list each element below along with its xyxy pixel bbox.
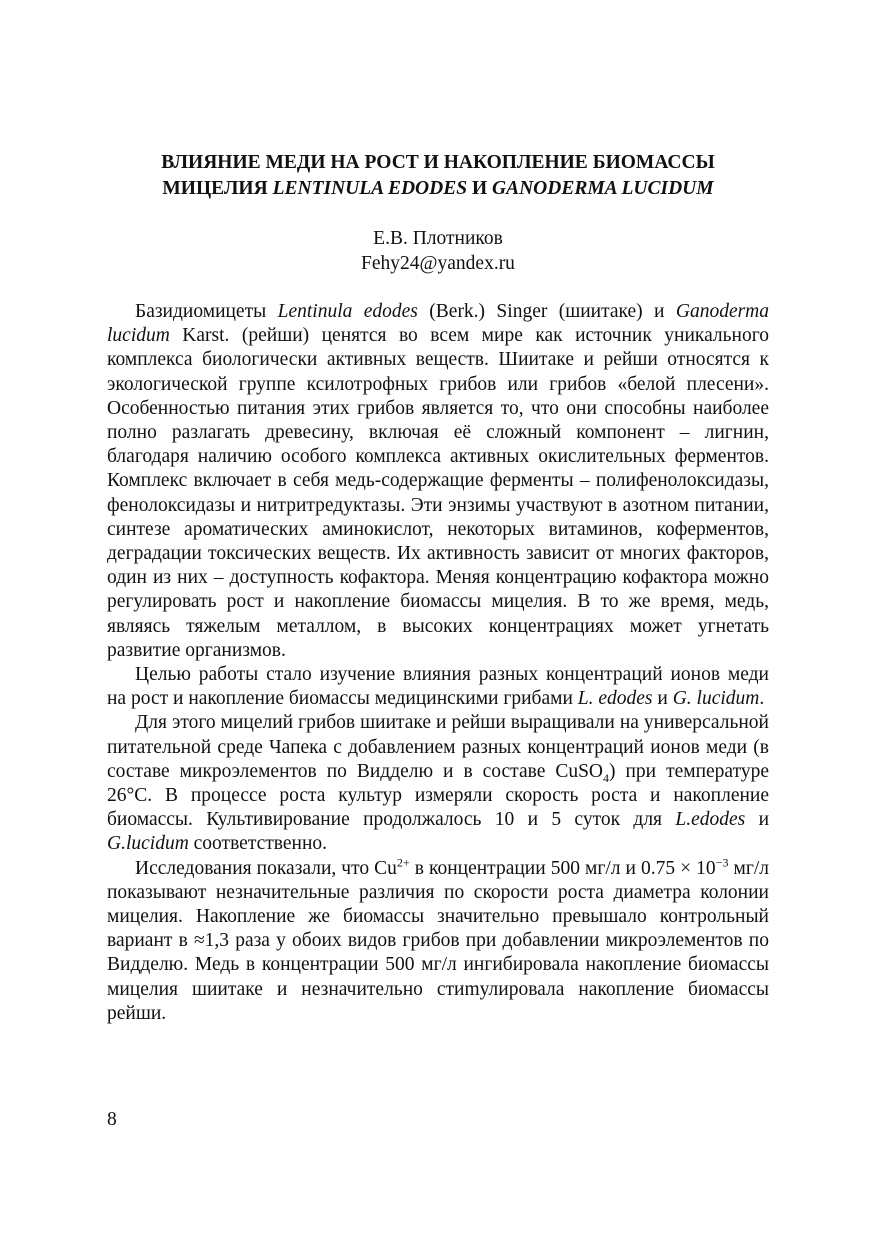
p4-text-a: Исследования показали, что Cu [135, 857, 397, 879]
p3-species-1: L.edodes [675, 809, 746, 831]
p2-text-a: Целью работы стало изучение влияния разных концентраций ионов меди на рост и накопление биомассы медицинскими грибами [107, 664, 769, 710]
title-species-2: GANODERMA LUCIDUM [491, 178, 714, 199]
p1-species-1: Lentinula edodes [277, 301, 418, 322]
p4-text-c: мг/л показывают незначительные различия по скорости роста диаметра колонии мицелия. Накопление же биомассы значительно превышало контрольный вариант в ≈1,3 раза у обоих видов грибов при добавлении микроэлементов по Видделю. Медь в концентрации 500 мг/л ингибировала накопление биомассы мицелия шиитаке и незначительно стиmулировала накопление биомассы рейши. [107, 857, 769, 1024]
p4-superscript-1: 2+ [396, 855, 410, 870]
p1-text-c: (Berk.) Singer (шиитаке) и [417, 301, 676, 322]
p3-subscript: 4 [603, 770, 610, 785]
p1-text-a: Базидиомицеты [135, 301, 278, 322]
p4-superscript-2: −3 [715, 855, 729, 870]
title-conjunction: И [467, 178, 492, 199]
title-prefix: МИЦЕЛИЯ [162, 178, 273, 199]
paragraph-3 [107, 711, 769, 856]
paragraph-4 [107, 857, 769, 1026]
p2-text-e: . [759, 688, 765, 710]
paragraph-1 [107, 300, 769, 663]
page-number: 8 [107, 1109, 117, 1130]
p2-text-c: и [652, 688, 673, 710]
article-title [107, 150, 769, 202]
paragraph-2 [107, 663, 769, 711]
p4-text-b: в концентрации 500 мг/л и 0.75 × 10 [409, 857, 716, 879]
author-email: Fehy24@yandex.ru [361, 253, 515, 274]
p1-text-e: Karst. (рейши) ценятся во всем мире как источник уникального комплекса биологически активных веществ. Шиитаке и рейши относятся к экологической группе ксилотрофных грибов или грибов «белой плесени». Особенностью питания этих грибов является то, что они способны наиболее полно разлагать древесину, включая её сложный компонент – лигнин, благодаря наличию особого комплекса активных окислительных ферментов. Комплекс включает в себя медь-содержащие ферменты – полифенолоксидазы, фенолоксидазы и нитритредуктазы. Эти энзимы участвуют в азотном питании, синтезе ароматических аминокислот, некоторых витаминов, коферментов, деградации токсических веществ. Их активность зависит от многих факторов, один из них – доступность кофактора. Меняя концентрацию кофактора можно регулировать рост и накопление биомассы мицелия. В то же время, медь, являясь тяжелым металлом, в высоких концентрациях может угнетать развитие организмов. [107, 325, 769, 661]
title-species-1: LENTINULA EDODES [272, 178, 468, 199]
p3-text-f: соответственно. [188, 833, 328, 855]
p3-text-b: ) при температуре 26°С. В процессе роста культур измеряли скорость роста и накопление биомассы. Культивирование продолжалось 10 и 5 суток для [107, 760, 769, 831]
p3-text-a: Для этого мицелий грибов шиитаке и рейши выращивали на универсальной питательной среде Чапека с добавлением разных концентраций ионов меди (в составе микроэлементов по Видделю и в составе CuSO [107, 712, 769, 782]
p3-text-d: и [745, 809, 769, 831]
p3-species-2: G.lucidum [107, 833, 189, 855]
p2-species-2: G. lucidum [672, 688, 760, 710]
title-line-2 [107, 176, 769, 202]
article-body [107, 300, 769, 1026]
author-block [107, 226, 769, 276]
p2-species-1: L. edodes [577, 688, 653, 710]
title-line-1: ВЛИЯНИЕ МЕДИ НА РОСТ И НАКОПЛЕНИЕ БИОМАССЫ [161, 152, 715, 173]
author-name: Е.В. Плотников [373, 228, 503, 249]
document-page [107, 150, 769, 1026]
p1-species-2: Ganoderma lucidum [107, 301, 770, 347]
